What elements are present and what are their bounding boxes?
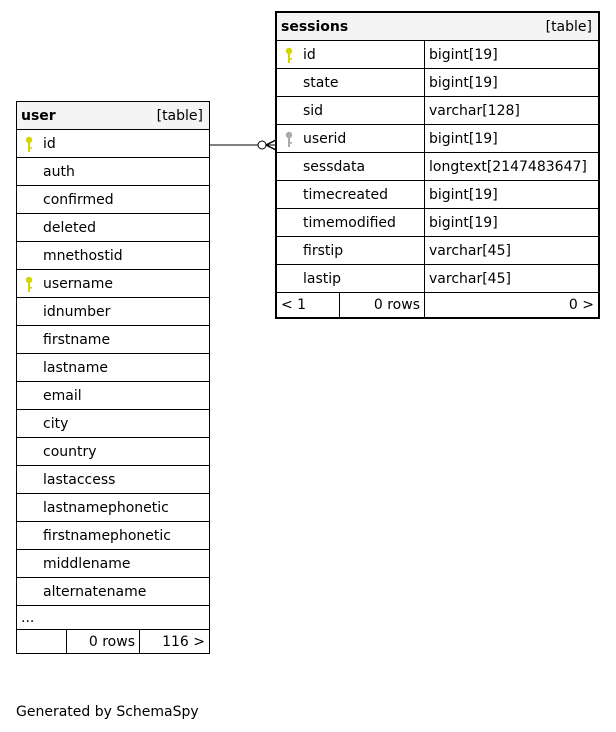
user-column-row[interactable] (17, 494, 210, 522)
user-column-row[interactable] (17, 270, 210, 298)
column-type: bigint[19] (425, 209, 599, 237)
sessions-column-row[interactable] (277, 209, 599, 237)
column-type: varchar[45] (425, 265, 599, 293)
more-columns-row (17, 606, 210, 630)
user-column-row[interactable] (17, 382, 210, 410)
column-name[interactable]: id (277, 41, 425, 69)
user-column-row[interactable] (17, 522, 210, 550)
column-name[interactable]: auth (17, 158, 210, 186)
column-name[interactable]: firstip (277, 237, 425, 265)
sessions-column-row[interactable] (277, 97, 599, 125)
column-name[interactable]: alternatename (17, 578, 210, 606)
key-icon (284, 131, 294, 148)
column-name[interactable]: lastname (17, 354, 210, 382)
column-name[interactable]: deleted (17, 214, 210, 242)
column-type: bigint[19] (425, 181, 599, 209)
user-column-row[interactable] (17, 354, 210, 382)
column-name[interactable]: middlename (17, 550, 210, 578)
user-table-footer (17, 630, 210, 654)
sessions-table-header (277, 13, 599, 41)
column-name[interactable]: email (17, 382, 210, 410)
row-count: 0 rows (340, 293, 425, 318)
column-type: varchar[45] (425, 237, 599, 265)
generated-by-text: Generated by SchemaSpy (16, 704, 199, 720)
column-name[interactable]: id (17, 130, 210, 158)
sessions-column-row[interactable] (277, 237, 599, 265)
children-link[interactable]: 116 > (140, 630, 210, 654)
column-name[interactable]: timemodified (277, 209, 425, 237)
column-name[interactable]: sid (277, 97, 425, 125)
relationship-crowfoot-bottom (266, 145, 276, 150)
sessions-table-footer (277, 293, 599, 318)
user-column-row[interactable] (17, 186, 210, 214)
relationship-crowfoot-top (266, 140, 276, 145)
user-table-header (17, 102, 210, 130)
sessions-column-row[interactable] (277, 41, 599, 69)
table-name[interactable]: user (21, 107, 56, 124)
column-name[interactable]: state (277, 69, 425, 97)
user-column-row[interactable] (17, 438, 210, 466)
column-name[interactable]: lastaccess (17, 466, 210, 494)
user-column-row[interactable] (17, 130, 210, 158)
column-name[interactable]: idnumber (17, 298, 210, 326)
user-column-row[interactable] (17, 242, 210, 270)
relationship-optional-marker (258, 141, 266, 149)
column-name[interactable]: firstnamephonetic (17, 522, 210, 550)
key-icon (24, 136, 34, 153)
column-type: bigint[19] (425, 125, 599, 153)
column-type: bigint[19] (425, 69, 599, 97)
user-column-row[interactable] (17, 298, 210, 326)
column-name[interactable]: city (17, 410, 210, 438)
column-name[interactable]: username (17, 270, 210, 298)
column-type: bigint[19] (425, 41, 599, 69)
parents-link[interactable]: < 1 (277, 293, 340, 318)
column-name[interactable]: userid (277, 125, 425, 153)
key-icon (24, 276, 34, 293)
row-count: 0 rows (67, 630, 140, 654)
user-column-row[interactable] (17, 466, 210, 494)
more-columns: ... (17, 606, 210, 630)
table-name[interactable]: sessions (281, 18, 349, 35)
sessions-column-row[interactable] (277, 125, 599, 153)
column-name[interactable]: timecreated (277, 181, 425, 209)
key-icon (284, 47, 294, 64)
user-column-row[interactable] (17, 158, 210, 186)
user-table[interactable] (16, 101, 210, 654)
column-name[interactable]: confirmed (17, 186, 210, 214)
column-name[interactable]: mnethostid (17, 242, 210, 270)
sessions-column-row[interactable] (277, 265, 599, 293)
sessions-table[interactable] (276, 12, 599, 318)
column-type: varchar[128] (425, 97, 599, 125)
user-column-row[interactable] (17, 578, 210, 606)
column-name[interactable]: lastip (277, 265, 425, 293)
user-column-row[interactable] (17, 550, 210, 578)
column-name[interactable]: sessdata (277, 153, 425, 181)
children-link[interactable]: 0 > (425, 293, 599, 318)
column-name[interactable]: lastnamephonetic (17, 494, 210, 522)
parents-link[interactable] (17, 630, 67, 654)
table-type: [table] (156, 107, 203, 124)
sessions-column-row[interactable] (277, 69, 599, 97)
user-column-row[interactable] (17, 410, 210, 438)
column-type: longtext[2147483647] (425, 153, 599, 181)
user-column-row[interactable] (17, 214, 210, 242)
sessions-column-row[interactable] (277, 153, 599, 181)
table-type: [table] (545, 18, 592, 35)
column-name[interactable]: firstname (17, 326, 210, 354)
column-name[interactable]: country (17, 438, 210, 466)
user-column-row[interactable] (17, 326, 210, 354)
sessions-column-row[interactable] (277, 181, 599, 209)
